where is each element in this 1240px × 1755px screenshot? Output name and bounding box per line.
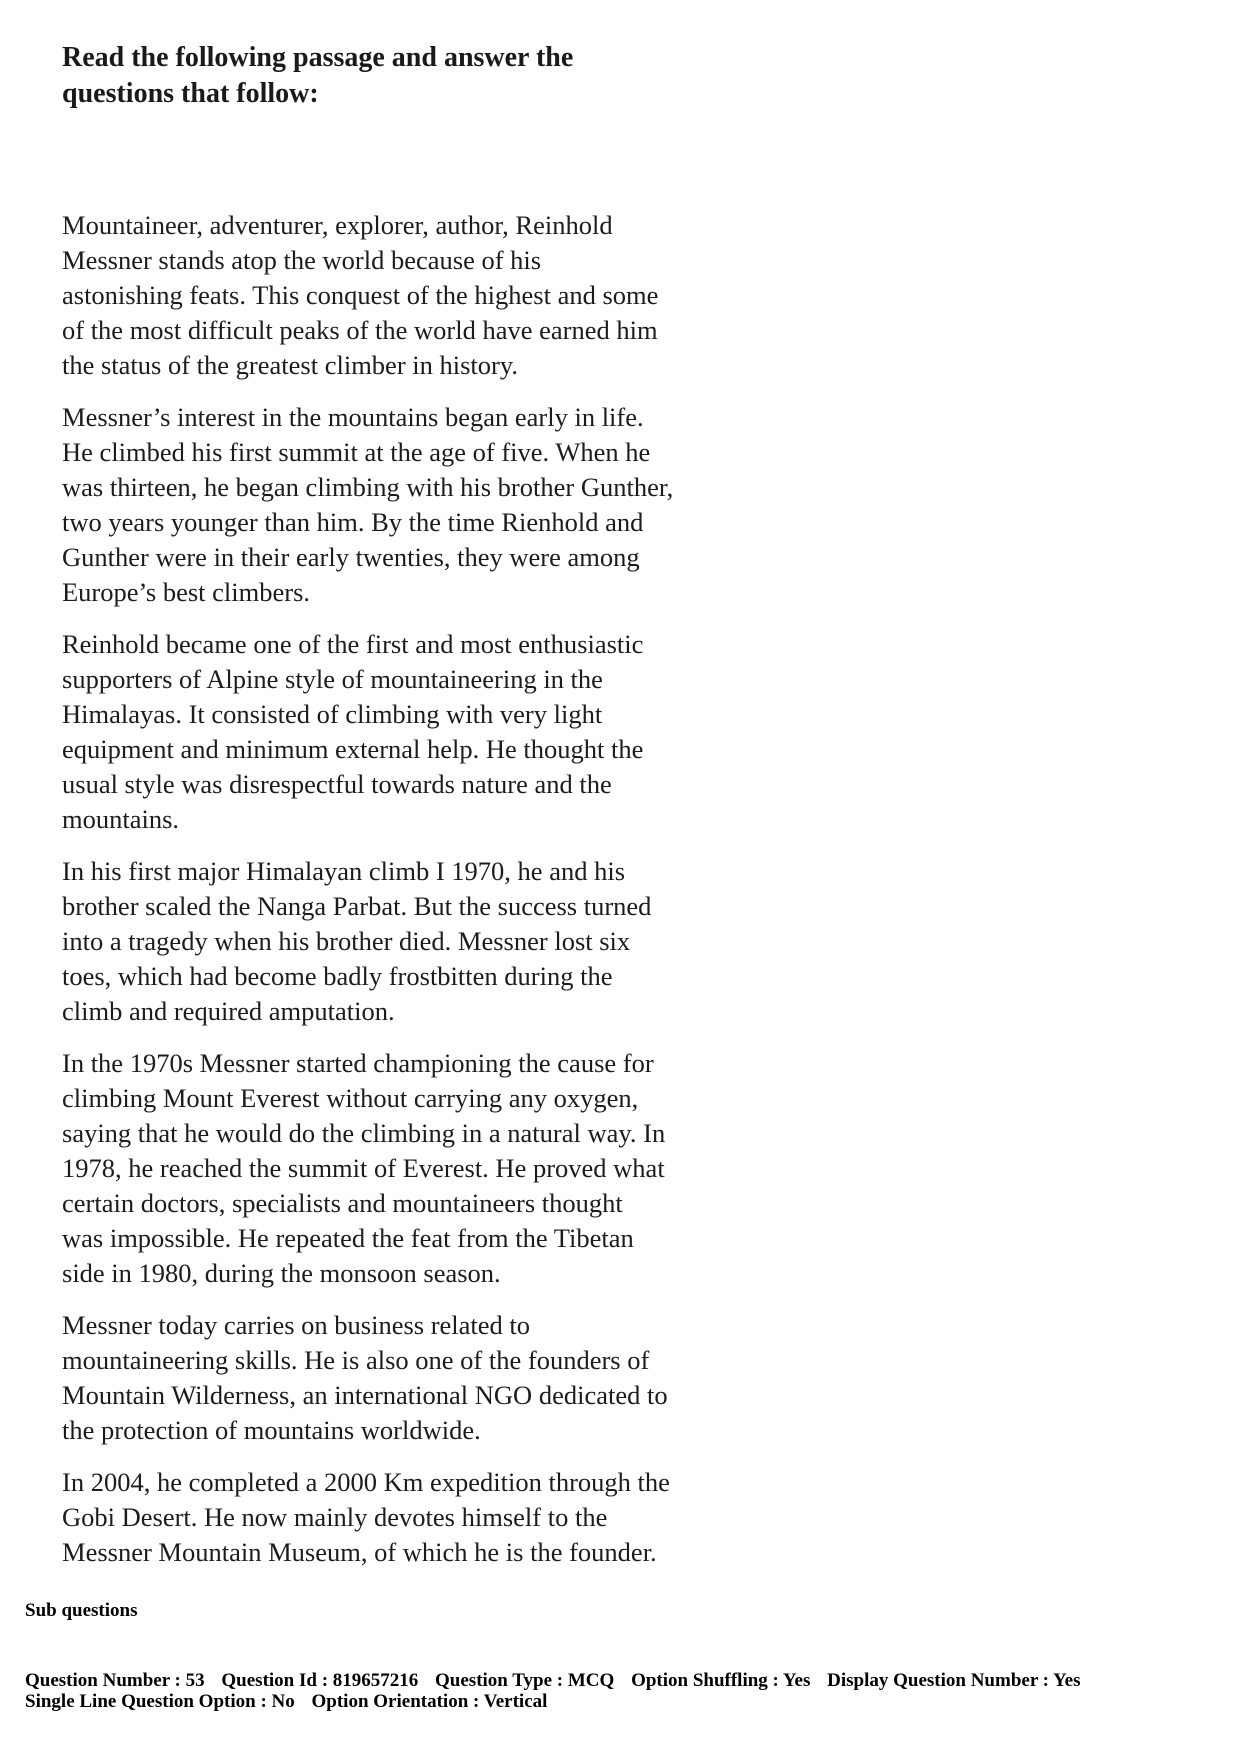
question-meta-line-1 [25,1670,1225,1691]
option-shuffling: Option Shuffling : Yes [631,1670,811,1691]
display-question-number: Display Question Number : Yes [827,1670,1081,1691]
passage-image [62,40,762,1587]
question-id: Question Id : 819657216 [221,1670,419,1691]
passage-paragraph-2: Messner’s interest in the mountains began early in life. He climbed his first summit at the age of five. When he was thirteen, he began climbing with his brother Gunther, two years younger than him. By the time Rienhold and Gunther were in their early twenties, they were among Europe’s best climbers. [62,402,674,607]
question-type: Question Type : MCQ [435,1670,615,1691]
passage-heading: Read the following passage and answer the questions that follow: [62,42,574,109]
passage-paragraph-5: In the 1970s Messner started championing the cause for climbing Mount Everest without carrying any oxygen, saying that he would do the climbing in a natural way. In 1978, he reached the summit of Everest. He proved what certain doctors, specialists and mountaineers thought was impossible. He repeated the feat from the Tibetan side in 1980, during the monsoon season. [62,1048,666,1288]
question-meta-line-2 [25,1691,1225,1712]
single-line-question-option: Single Line Question Option : No [25,1691,295,1712]
passage-paragraph-4: In his first major Himalayan climb I 1970, he and his brother scaled the Nanga Parbat. But the success turned into a tragedy when his brother died. Messner lost six toes, which had become badly frostbitten during the climb and required amputation. [62,856,652,1026]
passage-body [62,208,762,1570]
sub-questions-label: Sub questions [25,1600,138,1621]
passage-paragraph-3: Reinhold became one of the first and most enthusiastic supporters of Alpine style of mountaineering in the Himalayas. It consisted of climbing with very light equipment and minimum external help. He thought the usual style was disrespectful towards nature and the mountains. [62,629,644,834]
passage-paragraph-1: Mountaineer, adventurer, explorer, author, Reinhold Messner stands atop the world because of his astonishing feats. This conquest of the highest and some of the most difficult peaks of the world have earned him the status of the greatest climber in history. [62,210,659,380]
question-number: Question Number : 53 [25,1670,205,1691]
passage-paragraph-6: Messner today carries on business related to mountaineering skills. He is also one of the founders of Mountain Wilderness, an international NGO dedicated to the protection of mountains worldwide. [62,1310,668,1445]
option-orientation: Option Orientation : Vertical [311,1691,548,1712]
passage-paragraph-7: In 2004, he completed a 2000 Km expedition through the Gobi Desert. He now mainly devotes himself to the Messner Mountain Museum, of which he is the founder. [62,1467,670,1567]
question-meta [25,1670,1225,1712]
